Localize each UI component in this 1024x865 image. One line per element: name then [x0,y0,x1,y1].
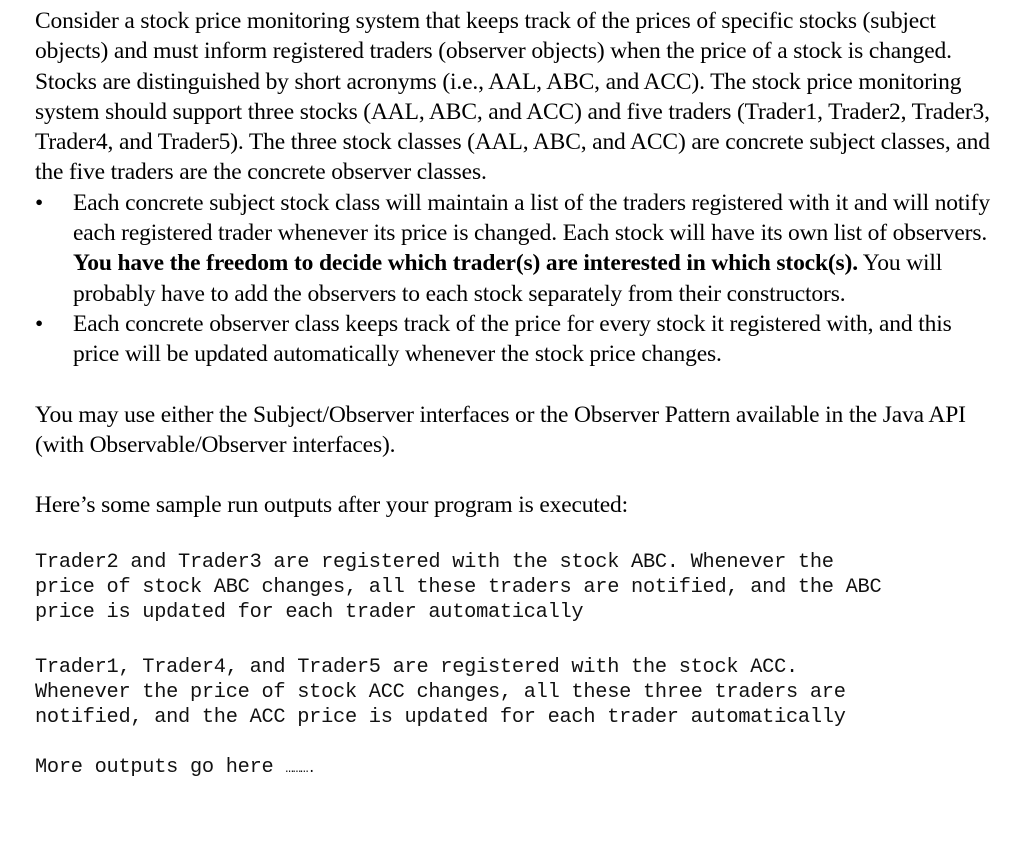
bullet-text-part1: Each concrete subject stock class will maintain a list of the traders registered with it and will notify each registered trader whenever its price is changed. Each stock will have its own list of observers. [73,189,990,247]
more-outputs-text: More outputs go here [35,756,286,780]
bullet-text: Each concrete observer class keeps track of the price for every stock it registered with, and this price will be updated automatically whenever the stock price changes. [73,310,952,368]
sample-output-block [35,550,995,625]
spacer [35,460,995,490]
sample-output-line: Whenever the price of stock ACC changes, all these three traders are [35,681,846,705]
requirements-list [35,188,995,370]
document-page [35,6,995,782]
list-item [35,188,995,309]
bullet-text-part2: You will probably have to add the observers to each stock separately from their constructors. [73,250,943,307]
more-outputs-line [35,755,995,782]
list-item [35,309,995,370]
intro-paragraph: Consider a stock price monitoring system that keeps track of the prices of specific stocks (subject objects) and must inform registered traders (observer objects) when the price of a stock is changed. Stocks are distinguished by short acronyms (i.e., AAL, ABC, and ACC). The stock price monitoring system should support three stocks (AAL, ABC, and ACC) and five traders (Trader1, Trader2, Trader3, Trader4, and Trader5). The three stock classes (AAL, ABC, and ACC) are concrete subject classes, and the five traders are the concrete observer classes. [35,8,990,186]
bullet-icon: • [35,189,44,216]
sample-output-line: notified, and the ACC price is updated for each trader automatically [35,706,846,730]
ellipsis-dots: ………. [285,761,315,778]
sample-intro-paragraph: Here’s some sample run outputs after your program is executed: [35,492,629,519]
spacer [35,370,995,400]
sample-output-block [35,655,995,730]
sample-output-line: Trader1, Trader4, and Trader5 are registered with the stock ACC. [35,656,798,680]
bullet-bold-text: You have the freedom to decide which trader(s) are interested in which stock(s). [73,250,858,277]
sample-output-line: Trader2 and Trader3 are registered with the stock ABC. Whenever the [35,551,834,575]
bullet-icon: • [35,310,44,337]
sample-output-line: price of stock ABC changes, all these traders are notified, and the ABC [35,576,882,600]
api-note-paragraph: You may use either the Subject/Observer interfaces or the Observer Pattern available in the Java API (with Observable/Observer interfaces). [35,401,966,458]
sample-output-line: price is updated for each trader automatically [35,601,584,625]
